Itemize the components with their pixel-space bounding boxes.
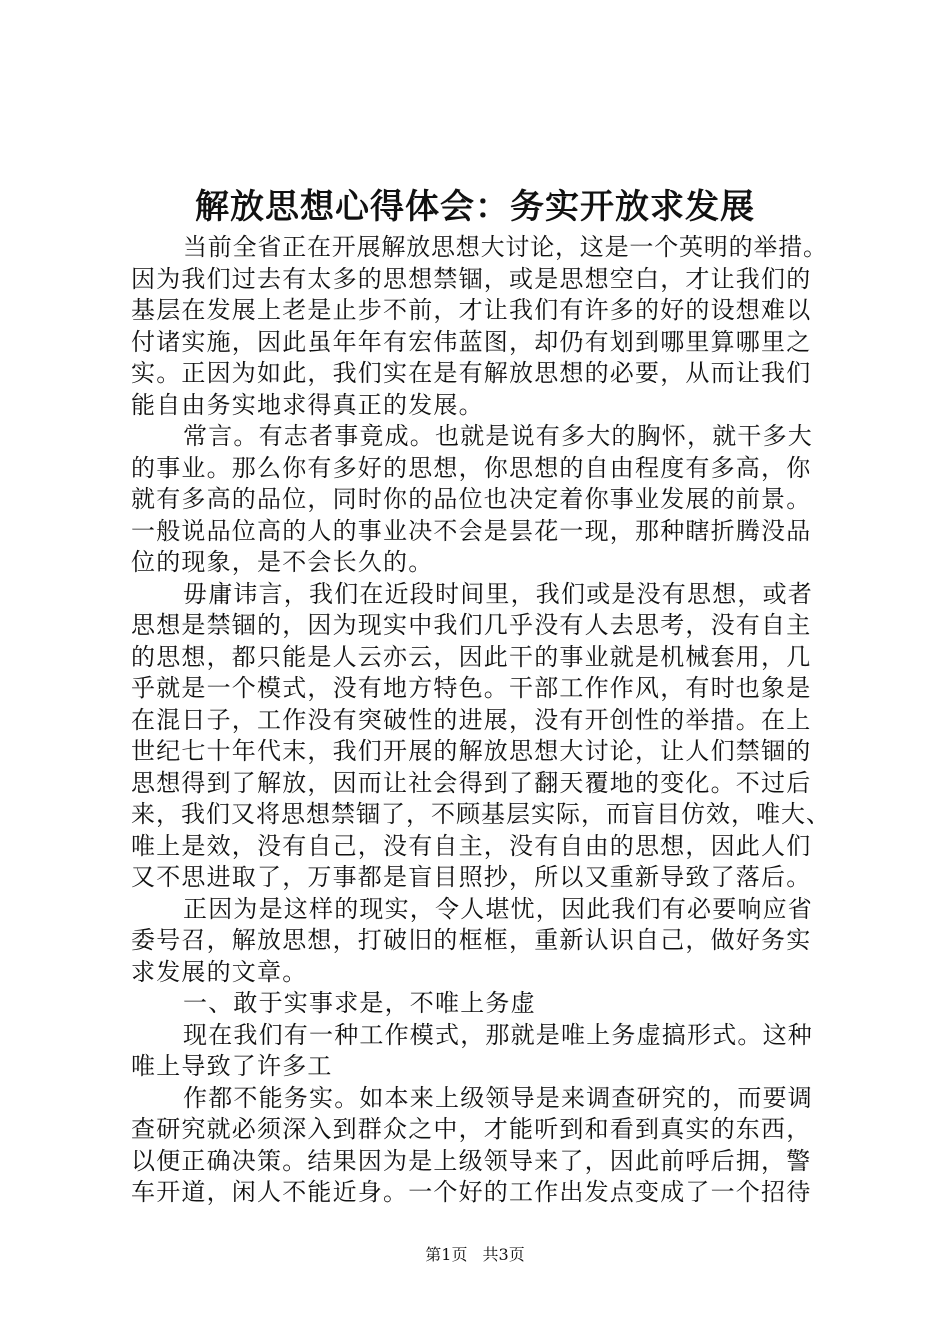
text-line: 世纪七十年代末，我们开展的解放思想大讨论，让人们禁锢的 (131, 737, 812, 765)
text-line: 求发展的文章。 (131, 957, 308, 986)
page-footer (0, 1244, 950, 1266)
text-line: 能自由务实地求得真正的发展。 (131, 390, 484, 419)
page-number: 第1页 (425, 1245, 468, 1264)
text-line: 唯上导致了许多工 (131, 1052, 333, 1080)
text-line: 思想得到了解放，因而让社会得到了翻天覆地的变化。不过后 (131, 768, 812, 797)
text-line: 来，我们又将思想禁锢了，不顾基层实际，而盲目仿效，唯大、 (131, 800, 831, 828)
text-line: 位的现象，是不会长久的。 (131, 548, 434, 576)
text-line: 的事业。那么你有多好的思想，你思想的自由程度有多高，你 (131, 453, 812, 482)
page-total: 共3页 (482, 1245, 525, 1264)
text-line: 查研究就必须深入到群众之中，才能听到和看到真实的东西， (131, 1115, 812, 1143)
text-line: 实。正因为如此，我们实在是有解放思想的必要，从而让我们 (131, 359, 812, 387)
document-title: 解放思想心得体会：务实开放求发展 (195, 187, 755, 227)
text-line: 的思想，都只能是人云亦云，因此干的事业就是机械套用，几 (131, 642, 812, 671)
text-line: 现在我们有一种工作模式，那就是唯上务虚搞形式。这种 (183, 1020, 813, 1049)
text-line: 车开道，闲人不能近身。一个好的工作出发点变成了一个招待 (131, 1178, 812, 1206)
text-line: 因为我们过去有太多的思想禁锢，或是思想空白，才让我们的 (131, 264, 812, 293)
text-line: 毋庸讳言，我们在近段时间里，我们或是没有思想，或者 (183, 579, 813, 608)
text-line: 付诸实施，因此虽年年有宏伟蓝图，却仍有划到哪里算哪里之 (131, 327, 812, 356)
text-line: 基层在发展上老是止步不前，才让我们有许多的好的设想难以 (131, 296, 812, 324)
text-line: 在混日子，工作没有突破性的进展，没有开创性的举措。在上 (131, 705, 812, 734)
text-line: 委号召，解放思想，打破旧的框框，重新认识自己，做好务实 (131, 926, 812, 954)
text-line: 常言。有志者事竟成。也就是说有多大的胸怀，就干多大 (183, 422, 813, 450)
text-line: 乎就是一个模式，没有地方特色。干部工作作风，有时也象是 (131, 674, 812, 702)
text-line: 以便正确决策。结果因为是上级领导来了，因此前呼后拥，警 (131, 1146, 812, 1175)
text-line: 思想是禁锢的，因为现实中我们几乎没有人去思考，没有自主 (131, 611, 812, 639)
text-line: 当前全省正在开展解放思想大讨论，这是一个英明的举措。 (183, 233, 828, 261)
text-line: 一般说品位高的人的事业决不会是昙花一现，那种瞎折腾没品 (131, 516, 812, 545)
text-line: 又不思进取了，万事都是盲目照抄，所以又重新导致了落后。 (131, 863, 812, 891)
document-body (131, 232, 831, 1209)
text-line: 就有多高的品位，同时你的品位也决定着你事业发展的前景。 (131, 485, 812, 513)
text-line: 唯上是效，没有自己，没有自主，没有自由的思想，因此人们 (131, 831, 812, 860)
text-line: 作都不能务实。如本来上级领导是来调查研究的，而要调 (183, 1083, 813, 1112)
text-line: 正因为是这样的现实，令人堪忧，因此我们有必要响应省 (183, 894, 813, 923)
text-line: 一、敢于实事求是，不唯上务虚 (183, 989, 536, 1017)
